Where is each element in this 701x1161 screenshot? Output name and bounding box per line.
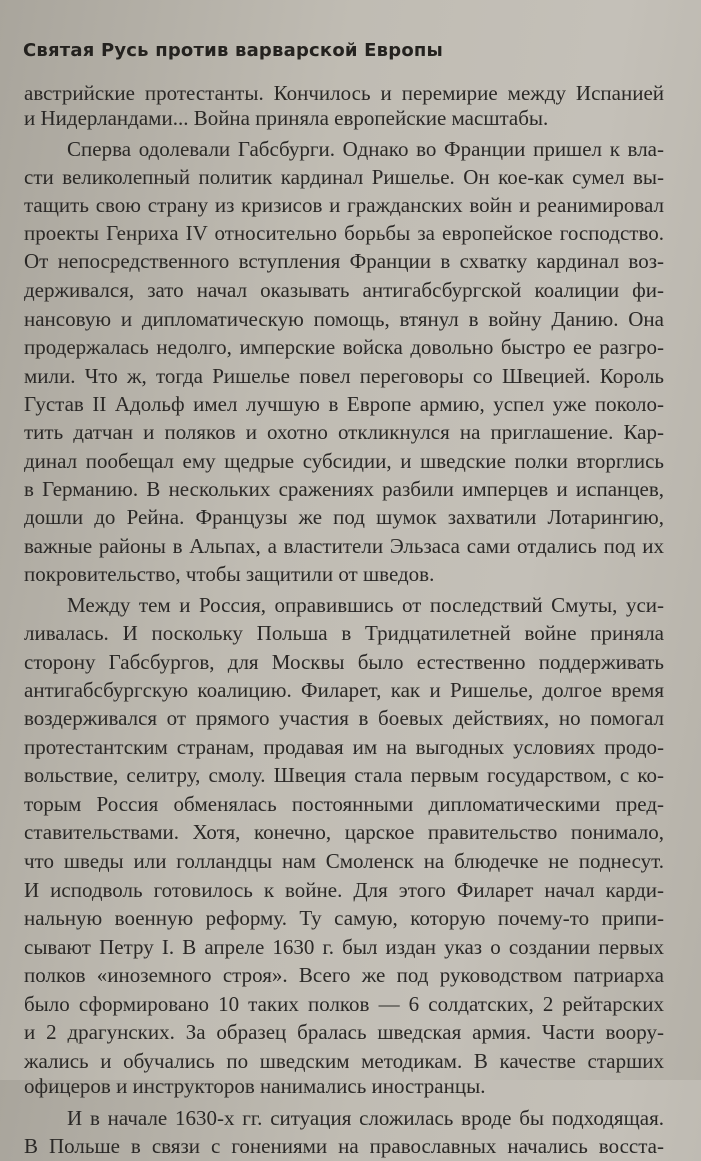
text-line: И исподволь готовилось к войне. Для этого Филарет начал карди- — [24, 878, 664, 902]
text-line: И в начале 1630-х гг. ситуация сложилась вроде бы подходящая. — [67, 1106, 664, 1130]
text-line: и Нидерландами... Война приняла европейские масштабы. — [24, 106, 549, 130]
text-line: покровительство, чтобы защитили от шведов. — [24, 562, 435, 586]
text-line: продержалась недолго, имперские войска довольно быстро ее разгро- — [24, 335, 664, 359]
text-line: нальную военную реформу. Ту самую, которую почему-то припи- — [24, 906, 664, 930]
text-line: Между тем и Россия, оправившись от последствий Смуты, уси- — [67, 593, 664, 617]
text-line: и 2 драгунских. За образец бралась шведская армия. Части воору- — [24, 1020, 664, 1044]
text-line: что шведы или голландцы нам Смоленск на блюдечке не поднесут. — [24, 849, 664, 873]
text-line: было сформировано 10 таких полков — 6 солдатских, 2 рейтарских — [24, 992, 664, 1016]
text-line: сти великолепный политик кардинал Ришелье. Он кое-как сумел вы- — [24, 165, 664, 189]
text-line: тить датчан и поляков и охотно откликнулся на приглашение. Кар- — [24, 420, 664, 444]
text-line: дошли до Рейна. Французы же под шумок захватили Лотарингию, — [24, 505, 664, 529]
text-line: В Польше в связи с гонениями на православных начались восста- — [24, 1134, 664, 1158]
text-line: в Германию. В нескольких сражениях разбили имперцев и испанцев, — [24, 477, 664, 501]
text-line: нансовую и дипломатическую помощь, втянул в войну Данию. Она — [24, 307, 664, 331]
text-line: воздерживался от прямого участия в боевых действиях, но помогал — [24, 706, 664, 730]
text-line: ставительствами. Хотя, конечно, царское правительство понимало, — [24, 820, 664, 844]
text-line: австрийские протестанты. Кончилось и перемирие между Испанией — [24, 81, 664, 105]
text-line: проекты Генриха IV относительно борьбы за европейское господство. — [24, 221, 664, 245]
running-head: Святая Русь против варварской Европы — [23, 40, 444, 61]
text-line: динал пообещал ему щедрые субсидии, и шведские полки вторглись — [24, 449, 664, 473]
text-line: мили. Что ж, тогда Ришелье повел переговоры со Швецией. Король — [24, 364, 664, 388]
text-line: протестантским странам, продавая им на выгодных условиях продо- — [24, 735, 664, 759]
text-line: офицеров и инструкторов нанимались иностранцы. — [24, 1074, 486, 1098]
text-line: сторону Габсбургов, для Москвы было естественно поддерживать — [24, 650, 664, 674]
text-line: полков «иноземного строя». Всего же под руководством патриарха — [24, 963, 664, 987]
text-line: Сперва одолевали Габсбурги. Однако во Франции пришел к вла- — [67, 137, 664, 161]
text-line: вольствие, селитру, смолу. Швеция стала первым государством, с ко- — [24, 763, 664, 787]
text-line: торым Россия обменялась постоянными дипломатическими пред- — [24, 792, 664, 816]
text-line: сывают Петру I. В апреле 1630 г. был издан указ о создании первых — [24, 935, 664, 959]
text-line: жались и обучались по шведским методикам. В качестве старших — [24, 1049, 664, 1073]
text-line: тащить свою страну из кризисов и гражданских войн и реанимировал — [24, 193, 664, 217]
text-line: Густав II Адольф имел лучшую в Европе армию, успел уже поколо- — [24, 392, 664, 416]
text-line: От непосредственного вступления Франции в схватку кардинал воз- — [24, 249, 664, 273]
text-line: ливалась. И поскольку Польша в Тридцатилетней войне приняла — [24, 621, 664, 645]
text-line: держивался, зато начал оказывать антигабсбургской коалиции фи- — [24, 278, 664, 302]
text-line: антигабсбургскую коалицию. Филарет, как и Ришелье, долгое время — [24, 678, 664, 702]
text-line: важные районы в Альпах, а властители Эльзаса сами отдались под их — [24, 534, 664, 558]
